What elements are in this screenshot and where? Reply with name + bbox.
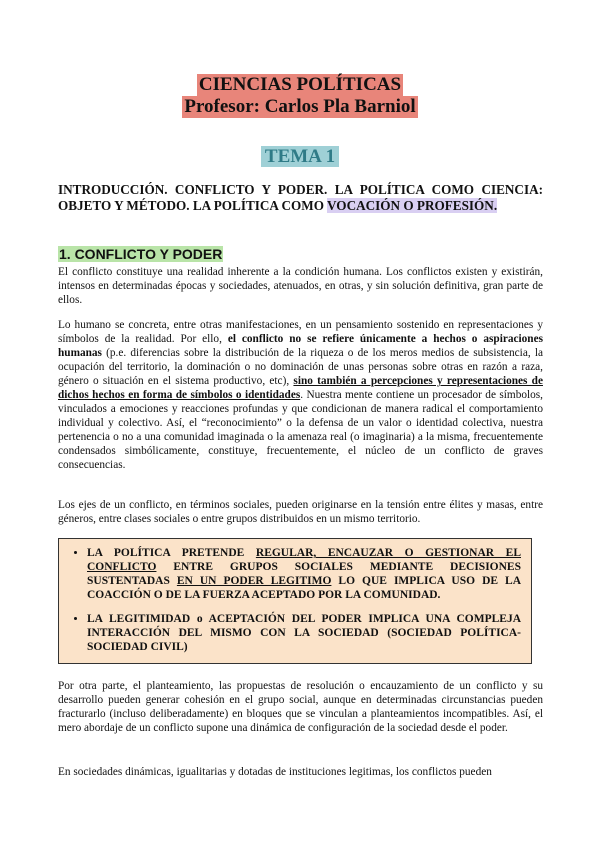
paragraph-3: Los ejes de un conflicto, en términos sociales, pueden originarse en la tensión entre élites y masas, entre géneros, entre clases sociales o entre grupos distribuidos en un mismo territorio. (58, 499, 543, 525)
course-title: CIENCIAS POLÍTICAS (198, 74, 402, 95)
paragraph-2-bold-1: el conflicto no se refiere únicamente a hechos o aspiraciones humanas (58, 333, 543, 359)
tema-heading (0, 146, 600, 168)
key-point-2: • LA LEGITIMIDAD o ACEPTACIÓN DEL PODER IMPLICA UNA COMPLEJA INTERACCIÓN DEL MISMO CON LA SOCIEDAD (SOCIEDAD POLÍTICA-SOCIEDAD CIVIL) (87, 612, 521, 654)
section-heading (58, 246, 223, 264)
paragraph-2-bold-2: sino también a percepciones y representaciones de dichos hechos en forma de símbolos o identidades (58, 375, 543, 401)
key-point-1-underline-1: REGULAR, ENCAUZAR O GESTIONAR EL CONFLICTO (87, 547, 521, 573)
paragraph-2-text-3: . Nuestra mente contiene un procesador de símbolos, vinculados a emociones y reacciones profundas y que condicionan de manera radical el comportamiento individual y colectivo. Así, el “reconocimiento” o la defensa de un valor o identidad colectiva, nuestra pertenencia o no a una comunidad imaginada o la amenaza real (o imaginaria) a la misma, frecuentemente condensados simbólicamente, constituye, frecuentemente, el núcleo de un conflicto de graves consecuencias. (58, 389, 543, 471)
paragraph-4: Por otra parte, el planteamiento, las propuestas de resolución o encauzamiento de un conflicto y su desarrollo pueden generar cohesión en el grupo social, aunque en determinadas circunstancias pueden fracturarlo (incluso deliberadamente) en bloques que se vinculan a planteamientos incompatibles. Así, el mero abordaje de un conflicto supone una dinámica de configuración de la sociedad desde el poder. (58, 680, 543, 734)
key-point-1-text-b: ENTRE GRUPOS SOCIALES MEDIANTE DECISIONES SUSTENTADAS (87, 561, 521, 587)
key-point-1 (87, 546, 521, 602)
paragraph-2-text-2: (p.e. diferencias sobre la distribución de la riqueza o de los meros medios de subsistencia, la ocupación del territorio, la dominación o no dominación de unas personas sobre otras en razón a raza, género o situación en el sistema productivo, etc), (58, 347, 543, 387)
intro-text-2: VOCACIÓN O PROFESIÓN. (327, 198, 498, 213)
document-header (0, 74, 600, 118)
key-point-1-underline-2: EN UN PODER LEGITIMO (176, 575, 332, 587)
tema-label: TEMA 1 (261, 146, 339, 167)
section-title: 1. CONFLICTO Y PODER (59, 246, 223, 262)
intro-text-1: INTRODUCCIÓN. CONFLICTO Y PODER. LA POLÍTICA COMO CIENCIA: OBJETO Y MÉTODO. LA POLÍTICA COMO (58, 182, 543, 213)
key-point-1-text-a: LA POLÍTICA PRETENDE (87, 547, 256, 559)
intro-heading (58, 182, 543, 214)
key-points-box (58, 538, 532, 664)
paragraph-5: En sociedades dinámicas, igualitarias y dotadas de instituciones legitimas, los conflictos pueden (58, 766, 492, 778)
paragraph-2 (58, 318, 543, 472)
key-points-list (69, 546, 521, 654)
paragraph-2-text-1: Lo humano se concreta, entre otras manifestaciones, en un pensamiento sostenido en representaciones y símbolos de la realidad. Por ello, (58, 319, 543, 345)
key-point-1-text-c: LO QUE IMPLICA USO DE LA COACCIÓN O DE LA FUERZA ACEPTADO POR LA COMUNIDAD. (87, 575, 522, 601)
professor-name: Profesor: Carlos Pla Barniol (184, 96, 416, 117)
paragraph-1: El conflicto constituye una realidad inherente a la condición humana. Los conflictos existen y existirán, intensos en determinadas épocas y sociedades, atenuados, en otras, y sin solución definitiva, gran parte de ellos. (58, 266, 543, 306)
